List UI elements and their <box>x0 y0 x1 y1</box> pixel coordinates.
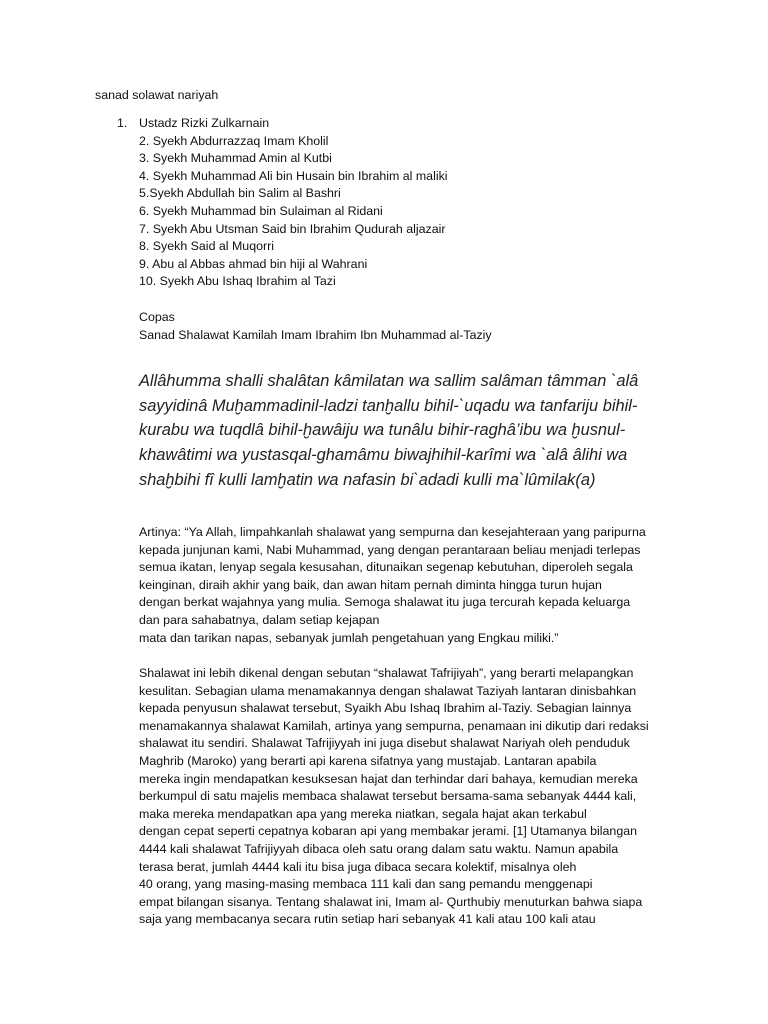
list-text: Ustadz Rizki Zulkarnain <box>139 116 270 130</box>
list-text: 4. Syekh Muhammad Ali bin Husain bin Ibrahim al maliki <box>139 168 448 183</box>
list-item <box>117 221 717 239</box>
text-line: keinginan, diraih akhir yang baik, dan awan hitam pernah diminta hingga turun hujan <box>139 577 602 592</box>
text-line: 40 orang, yang masing-masing membaca 111 kali dan sang pemandu menggenapi <box>139 877 593 892</box>
list-item <box>117 150 717 168</box>
list-text: 2. Syekh Abdurrazzaq Imam Kholil <box>139 133 329 148</box>
text-line: terasa berat, jumlah 4444 kali itu bisa juga dibaca secara kolektif, misalnya oleh <box>139 859 577 874</box>
text-line: Shalawat ini lebih dikenal dengan sebutan “shalawat Tafrijiyah”, yang berarti melapangkan <box>139 666 634 680</box>
list-number: 1. <box>117 116 128 130</box>
text-line: dengan cepat seperti cepatnya kobaran api yang membakar jerami. [1] Utamanya bilangan <box>139 824 637 839</box>
text-line: empat bilangan sisanya. Tentang shalawat ini, Imam al- Qurthubiy menuturkan bahwa siapa <box>139 894 643 909</box>
text-line: dengan berkat wajahnya yang mulia. Semoga shalawat itu juga tercurah kepada keluarga <box>139 595 631 610</box>
text-line: kepada junjunan kami, Nabi Muhammad, yang dengan perantaraan beliau menjadi terlepas <box>139 542 641 557</box>
shalawat-transliteration: Allâhumma shalli shalâtan kâmilatan wa sallim salâman tâmman `alâ sayyidinâ Muḫammadinil-ladzi tanḫallu bihil-`uqadu wa tanfariju bihil-kurabu wa tuqdlâ bihil-ḫawâiju wa tunâlu bihir-raghâ’ibu wa ḫusnul-khawâtimi wa yustasqal-ghamâmu biwajhihil-karîmi wa `alâ âlihi wa shaḫbihi fî kulli lamḫatin wa nafasin bi`adadi kulli ma`lûmilak(a) <box>139 372 639 489</box>
translation-paragraph <box>139 524 699 647</box>
text-line: 4444 kali shalawat Tafrijiyyah dibaca oleh satu orang dalam satu waktu. Namun apabila <box>139 841 619 856</box>
text-line: Maghrib (Maroko) yang berarti api karena sifatnya yang mustajab. Lantaran apabila <box>139 753 597 768</box>
list-item <box>117 115 717 133</box>
text-line: Artinya: “Ya Allah, limpahkanlah shalawat yang sempurna dan kesejahteraan yang paripurna <box>139 525 646 539</box>
text-line: semua ikatan, lenyap segala kesusahan, ditunaikan segenap kebutuhan, diperoleh segala <box>139 560 633 575</box>
source-note <box>139 309 699 344</box>
text-line: dan para sahabatnya, dalam setiap kejapan <box>139 612 380 627</box>
list-text: 6. Syekh Muhammad bin Sulaiman al Ridani <box>139 203 383 218</box>
list-item <box>117 256 717 274</box>
list-text: 7. Syekh Abu Utsman Said bin Ibrahim Qudurah aljazair <box>139 221 446 236</box>
text-line: mata dan tarikan napas, sebanyak jumlah pengetahuan yang Engkau miliki.” <box>139 630 559 645</box>
text-line: berkumpul di satu majelis membaca shalawat tersebut bersama-sama sebanyak 4444 kali, <box>139 789 637 804</box>
text-line: menamakannya shalawat Kamilah, artinya yang sempurna, penamaan ini dikutip dari redaksi <box>139 718 649 733</box>
list-text: 3. Syekh Muhammad Amin al Kutbi <box>139 151 332 166</box>
list-item <box>117 185 717 203</box>
list-item <box>117 168 717 186</box>
sanad-list <box>117 115 717 291</box>
list-text: 9. Abu al Abbas ahmad bin hiji al Wahrani <box>139 256 368 271</box>
list-text: 8. Syekh Said al Muqorri <box>139 239 274 254</box>
list-text: 5.Syekh Abdullah bin Salim al Bashri <box>139 186 341 201</box>
text-line: mereka ingin mendapatkan kesuksesan hajat dan terhindar dari bahaya, kemudian mereka <box>139 771 638 786</box>
sanad-heading: Sanad Shalawat Kamilah Imam Ibrahim Ibn Muhammad al-Taziy <box>139 327 492 342</box>
document-title: sanad solawat nariyah <box>95 88 219 102</box>
text-line: maka mereka mendapatkan apa yang mereka niatkan, segala hajat akan terkabul <box>139 806 587 821</box>
list-item <box>117 273 717 291</box>
list-item <box>117 203 717 221</box>
text-line: kepada penyusun shalawat tersebut, Syaikh Abu Ishaq Ibrahim al-Taziy. Sebagian lainnya <box>139 701 632 716</box>
list-item <box>117 133 717 151</box>
list-text: 10. Syekh Abu Ishaq Ibrahim al Tazi <box>139 274 336 289</box>
copas-label: Copas <box>139 310 175 324</box>
explanation-paragraph <box>139 665 699 929</box>
text-line: saja yang membacanya secara rutin setiap hari sebanyak 41 kali atau 100 kali atau <box>139 912 596 927</box>
text-line: kesulitan. Sebagian ulama menamakannya dengan shalawat Taziyah lantaran dinisbahkan <box>139 683 637 698</box>
text-line: shalawat itu sendiri. Shalawat Tafrijiyyah ini juga disebut shalawat Nariyah oleh penduduk <box>139 736 630 751</box>
list-item <box>117 238 717 256</box>
